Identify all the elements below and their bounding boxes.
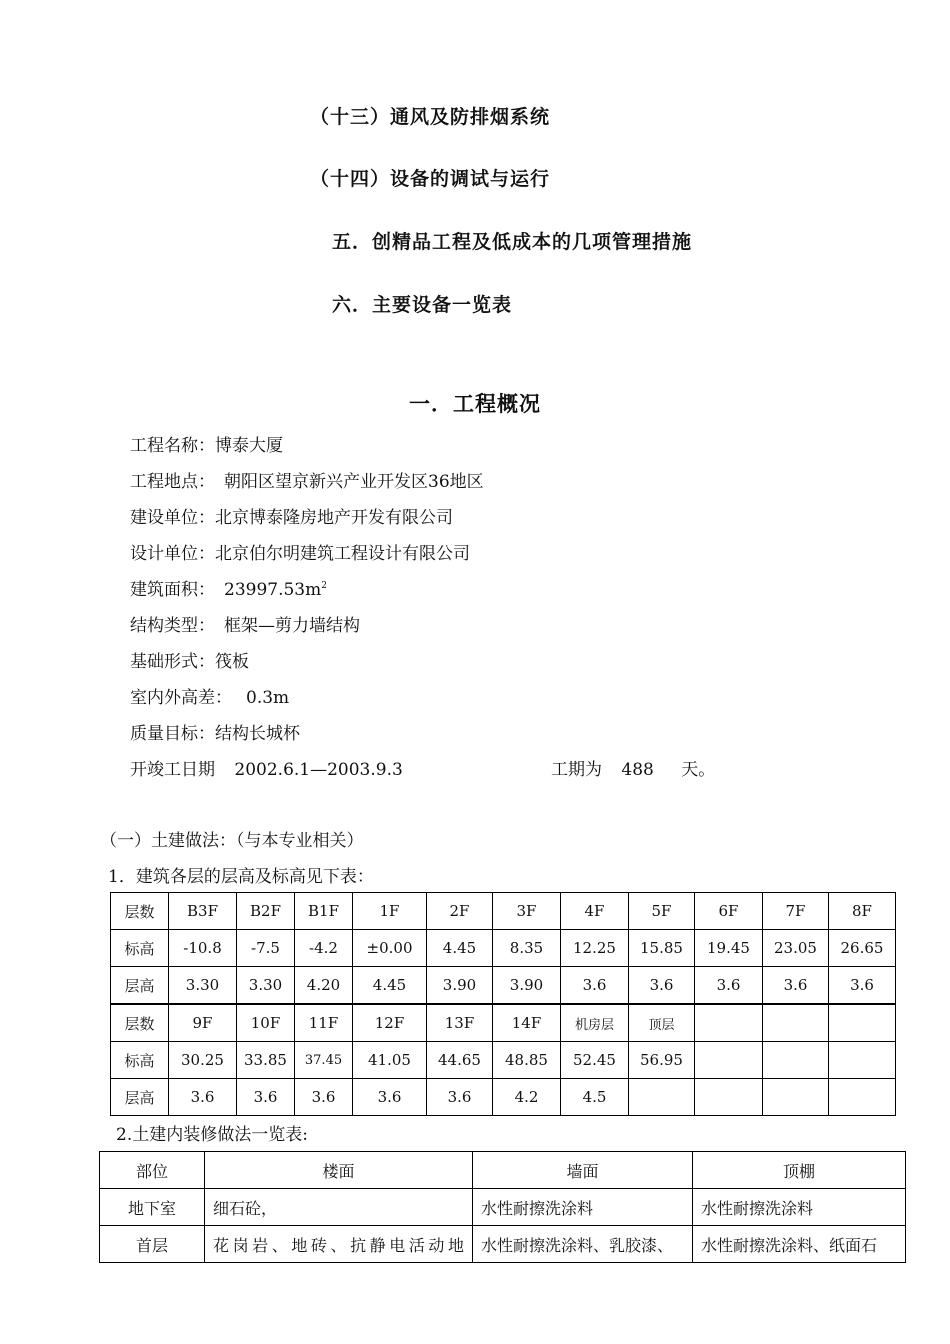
table-cell: 标高 — [111, 930, 169, 967]
table-cell: 4F — [561, 893, 629, 930]
table-row — [100, 1226, 906, 1263]
table-cell: -4.2 — [295, 930, 353, 967]
table-header-cell: 顶棚 — [693, 1152, 906, 1189]
table-row-heights — [111, 967, 896, 1004]
table-cell: 3.90 — [427, 967, 493, 1004]
table-cell: 3.30 — [169, 967, 237, 1004]
table-row-heights — [111, 1079, 896, 1116]
info-location — [130, 467, 484, 492]
info-label: 建设单位： — [130, 508, 215, 528]
table-cell: 层高 — [111, 967, 169, 1004]
table-cell — [829, 1079, 896, 1116]
table-cell: 地下室 — [100, 1189, 205, 1226]
table-cell: 3.6 — [295, 1079, 353, 1116]
info-label: 工期为 — [551, 760, 602, 780]
info-value: 23997.53m — [224, 580, 322, 600]
info-value: 博泰大厦 — [215, 436, 283, 456]
table-cell: 3.6 — [169, 1079, 237, 1116]
table-header-cell: 楼面 — [205, 1152, 473, 1189]
table-cell: 44.65 — [427, 1042, 493, 1079]
info-foundation — [130, 647, 249, 672]
table-cell — [829, 1005, 896, 1042]
table-cell: 3.6 — [763, 967, 829, 1004]
table-cell — [695, 1042, 763, 1079]
table-cell: 12.25 — [561, 930, 629, 967]
table-row-elevations — [111, 930, 896, 967]
table-cell: 水性耐擦洗涂料、纸面石 — [693, 1226, 906, 1263]
table-cell: 15.85 — [629, 930, 695, 967]
table-cell — [629, 1079, 695, 1116]
info-value: 0.3m — [246, 688, 290, 708]
table-cell — [763, 1079, 829, 1116]
table-cell: 顶层 — [629, 1005, 695, 1042]
table-cell: 30.25 — [169, 1042, 237, 1079]
table-cell — [829, 1042, 896, 1079]
table-cell: -10.8 — [169, 930, 237, 967]
finish-table — [99, 1151, 906, 1263]
table-cell: 23.05 — [763, 930, 829, 967]
table-cell: B3F — [169, 893, 237, 930]
info-label: 工程名称： — [130, 436, 215, 456]
table-cell: 机房层 — [561, 1005, 629, 1042]
table-cell: 3.6 — [695, 967, 763, 1004]
table-cell: -7.5 — [237, 930, 295, 967]
info-label: 开竣工日期 — [130, 760, 215, 780]
table-cell: 4.20 — [295, 967, 353, 1004]
info-structure — [130, 611, 360, 636]
table-cell: 4.5 — [561, 1079, 629, 1116]
floor-table-caption: 1．建筑各层的层高及标高见下表： — [108, 867, 374, 887]
toc-item-14: （十四）设备的调试与运行 — [310, 168, 551, 190]
table-cell: 12F — [353, 1005, 427, 1042]
info-label: 基础形式： — [130, 652, 215, 672]
table-cell: 2F — [427, 893, 493, 930]
floor-table-1 — [110, 892, 896, 1004]
info-value: 488 — [621, 760, 654, 780]
table-cell: 8.35 — [493, 930, 561, 967]
table-cell: 19.45 — [695, 930, 763, 967]
table-header-row — [100, 1152, 906, 1189]
table-header-cell: 墙面 — [473, 1152, 693, 1189]
table-row-floors — [111, 893, 896, 930]
civil-heading: （一）土建做法：（与本专业相关） — [100, 831, 364, 851]
table-cell: 11F — [295, 1005, 353, 1042]
info-label: 室内外高差： — [130, 688, 232, 708]
table-cell: 5F — [629, 893, 695, 930]
floor-table-2 — [110, 1004, 896, 1116]
table-cell: 3.6 — [353, 1079, 427, 1116]
table-cell: 3.6 — [629, 967, 695, 1004]
info-label: 建筑面积： — [130, 580, 215, 600]
info-value: 筏板 — [215, 652, 249, 672]
table-cell: 8F — [829, 893, 896, 930]
table-cell: B2F — [237, 893, 295, 930]
table-cell: 层高 — [111, 1079, 169, 1116]
table-cell: 52.45 — [561, 1042, 629, 1079]
info-owner — [130, 503, 453, 528]
table-cell: 4.45 — [353, 967, 427, 1004]
table-cell: ±0.00 — [353, 930, 427, 967]
table-cell: 首层 — [100, 1226, 205, 1263]
table-row-floors — [111, 1005, 896, 1042]
info-value: 框架—剪力墙结构 — [224, 616, 360, 636]
table-cell: 3.90 — [493, 967, 561, 1004]
info-label: 质量目标： — [130, 724, 215, 744]
info-designer — [130, 539, 470, 564]
table-cell: 标高 — [111, 1042, 169, 1079]
table-cell: 层数 — [111, 1005, 169, 1042]
table-cell: 3.30 — [237, 967, 295, 1004]
table-cell: 7F — [763, 893, 829, 930]
table-row-elevations — [111, 1042, 896, 1079]
info-value: 结构长城杯 — [215, 724, 300, 744]
table-cell: 56.95 — [629, 1042, 695, 1079]
table-cell: 33.85 — [237, 1042, 295, 1079]
table-row — [100, 1189, 906, 1226]
table-cell: 4.45 — [427, 930, 493, 967]
info-dates — [130, 755, 403, 780]
table-cell: 4.2 — [493, 1079, 561, 1116]
table-cell: 10F — [237, 1005, 295, 1042]
table-cell: 水性耐擦洗涂料 — [693, 1189, 906, 1226]
table-cell: 3.6 — [427, 1079, 493, 1116]
table-cell: 层数 — [111, 893, 169, 930]
table-cell: 9F — [169, 1005, 237, 1042]
info-value: 2002.6.1—2003.9.3 — [234, 760, 403, 780]
info-area — [130, 575, 327, 600]
table-cell: 1F — [353, 893, 427, 930]
info-duration — [551, 755, 715, 780]
table-cell: 48.85 — [493, 1042, 561, 1079]
info-project-name — [130, 431, 283, 456]
table-cell: 41.05 — [353, 1042, 427, 1079]
table-header-cell: 部位 — [100, 1152, 205, 1189]
table-cell — [763, 1005, 829, 1042]
info-area-sup: 2 — [321, 581, 327, 591]
table-cell: 26.65 — [829, 930, 896, 967]
table-cell: 水性耐擦洗涂料、乳胶漆、 — [473, 1226, 693, 1263]
table-cell: 3.6 — [561, 967, 629, 1004]
table-cell — [763, 1042, 829, 1079]
table-cell: 3F — [493, 893, 561, 930]
table-cell — [695, 1005, 763, 1042]
table-cell — [695, 1079, 763, 1116]
info-value: 北京博泰隆房地产开发有限公司 — [215, 508, 453, 528]
info-label: 设计单位： — [130, 544, 215, 564]
info-height-diff — [130, 683, 289, 708]
table-cell: 3.6 — [237, 1079, 295, 1116]
table-cell: B1F — [295, 893, 353, 930]
table-cell: 37.45 — [295, 1042, 353, 1079]
info-label: 结构类型： — [130, 616, 215, 636]
toc-item-6: 六．主要设备一览表 — [332, 294, 513, 316]
info-unit: 天。 — [681, 760, 716, 780]
toc-item-5: 五．创精品工程及低成本的几项管理措施 — [332, 231, 693, 253]
table-cell: 14F — [493, 1005, 561, 1042]
table-cell: 水性耐擦洗涂料 — [473, 1189, 693, 1226]
toc-item-13: （十三）通风及防排烟系统 — [310, 106, 551, 128]
table-cell: 3.6 — [829, 967, 896, 1004]
info-quality — [130, 719, 300, 744]
info-label: 工程地点： — [130, 472, 215, 492]
table-cell: 6F — [695, 893, 763, 930]
info-value: 朝阳区望京新兴产业开发区36地区 — [224, 472, 484, 492]
table-cell: 细石砼， — [205, 1189, 473, 1226]
section-title: 一．工程概况 — [409, 391, 541, 416]
info-value: 北京伯尔明建筑工程设计有限公司 — [215, 544, 470, 564]
table-cell: 13F — [427, 1005, 493, 1042]
finish-table-caption: 2.土建内装修做法一览表: — [116, 1125, 308, 1145]
table-cell: 花岗岩、地砖、抗静电活动地 — [205, 1226, 473, 1263]
